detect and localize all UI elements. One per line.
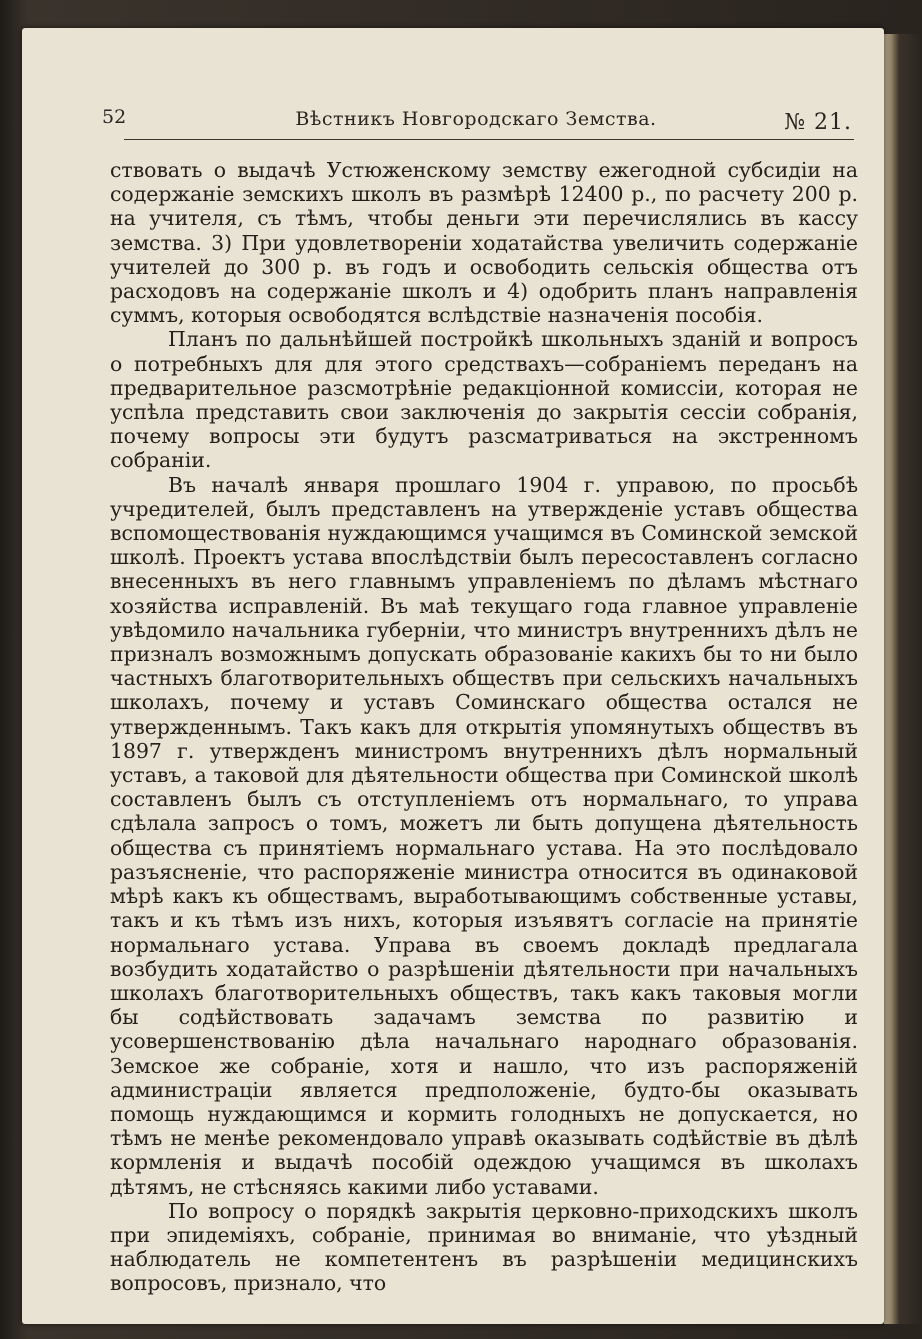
paragraph-charity-society: Въ началѣ января прошлаго 1904 г. управою, по просьбѣ учредителей, былъ представленъ на утвержденіе уставъ общества вспомоществованія нуждающимся учащимся въ Соминской земской школѣ. Проектъ устава впослѣдствіи былъ пересоставленъ согласно внесенныхъ въ него главнымъ управленіемъ по дѣламъ мѣстнаго хозяйства исправленій. Въ маѣ текущаго года главное управленіе увѣдомило начальника губерніи, что министръ внутреннихъ дѣлъ не призналъ возможнымъ допускать образованіе какихъ бы то ни было частныхъ благотворительныхъ обществъ при сельскихъ начальныхъ школахъ, почему и уставъ Соминскаго общества остался не утвержденнымъ. Такъ какъ для открытія упомянутыхъ обществъ въ 1897 г. утвержденъ министромъ внутреннихъ дѣлъ нормальный уставъ, а таковой для дѣятельности общества при Соминской школѣ составленъ былъ съ отступленіемъ отъ нормальнаго, то управа сдѣлала запросъ о томъ, можетъ ли быть допущена дѣятельность общества съ принятіемъ нормальнаго устава. На это послѣдовало разъясненіе, что распоряженіе министра относится въ одинаковой мѣрѣ какъ къ обществамъ, выработывающимъ собственные уставы, такъ и къ тѣмъ изъ нихъ, которыя изъявятъ согласіе на принятіе нормальнаго устава. Управа въ своемъ докладѣ предлагала возбудить ходатайство о разрѣшеніи дѣятельности при начальныхъ школахъ благотворительныхъ обществъ, такъ какъ таковыя могли бы содѣйствовать задачамъ земства по развитію и усовершенствованію дѣла начальнаго народнаго образованія. Земское же собраніе, хотя и нашло, что изъ распоряженій администраціи является предположеніе, будто-бы оказывать помощь нуждающимся и кормить голодныхъ не допускается, но тѣмъ не менѣе рекомендовало управѣ оказывать содѣйствіе въ дѣлѣ кормленія и выдачѣ пособій одеждою учащимся въ школахъ дѣтямъ, не стѣсняясь какими либо уставами. bbox=[110, 472, 858, 1199]
adjacent-page-edge bbox=[884, 34, 922, 1324]
issue-number: № 21. bbox=[784, 110, 852, 135]
page-number: 52 bbox=[102, 106, 127, 128]
page-header bbox=[100, 100, 852, 140]
paragraph-continuation: ствовать о выдачѣ Устюженскому земству ежегодной субсидіи на содержаніе земскихъ школъ въ размѣрѣ 12400 р., по расчету 200 р. на учителя, съ тѣмъ, чтобы деньги эти перечислялись въ кассу земства. 3) При удовлетвореніи ходатайства увеличить содержаніе учителей до 300 р. въ годъ и освободить сельскія общества отъ расходовъ на содержаніе школъ и 4) одобрить планъ направленія суммъ, которыя освободятся вслѣдствіе назначенія пособія. bbox=[110, 158, 858, 328]
running-title: Вѣстникъ Новгородскаго Земства. bbox=[295, 108, 657, 130]
paragraph-school-buildings: Планъ по дальнѣйшей постройкѣ школьныхъ зданій и вопросъ о потребныхъ для для этого средствахъ—собраніемъ переданъ на предварительное разсмотрѣніе редакціонной комиссіи, которая не успѣла представить свои заключенія до закрытія сессіи собранія, почему вопросы эти будутъ разсматриваться на экстренномъ собраніи. bbox=[110, 327, 858, 473]
paragraph-school-closure: По вопросу о порядкѣ закрытія церковно-приходскихъ школъ при эпидеміяхъ, собраніе, принимая во вниманіе, что уѣздный наблюдатель не компетентенъ въ разрѣшеніи медицинскихъ вопросовъ, признало, что bbox=[110, 1198, 858, 1296]
header-rule bbox=[124, 139, 854, 140]
page-body bbox=[110, 158, 858, 1296]
